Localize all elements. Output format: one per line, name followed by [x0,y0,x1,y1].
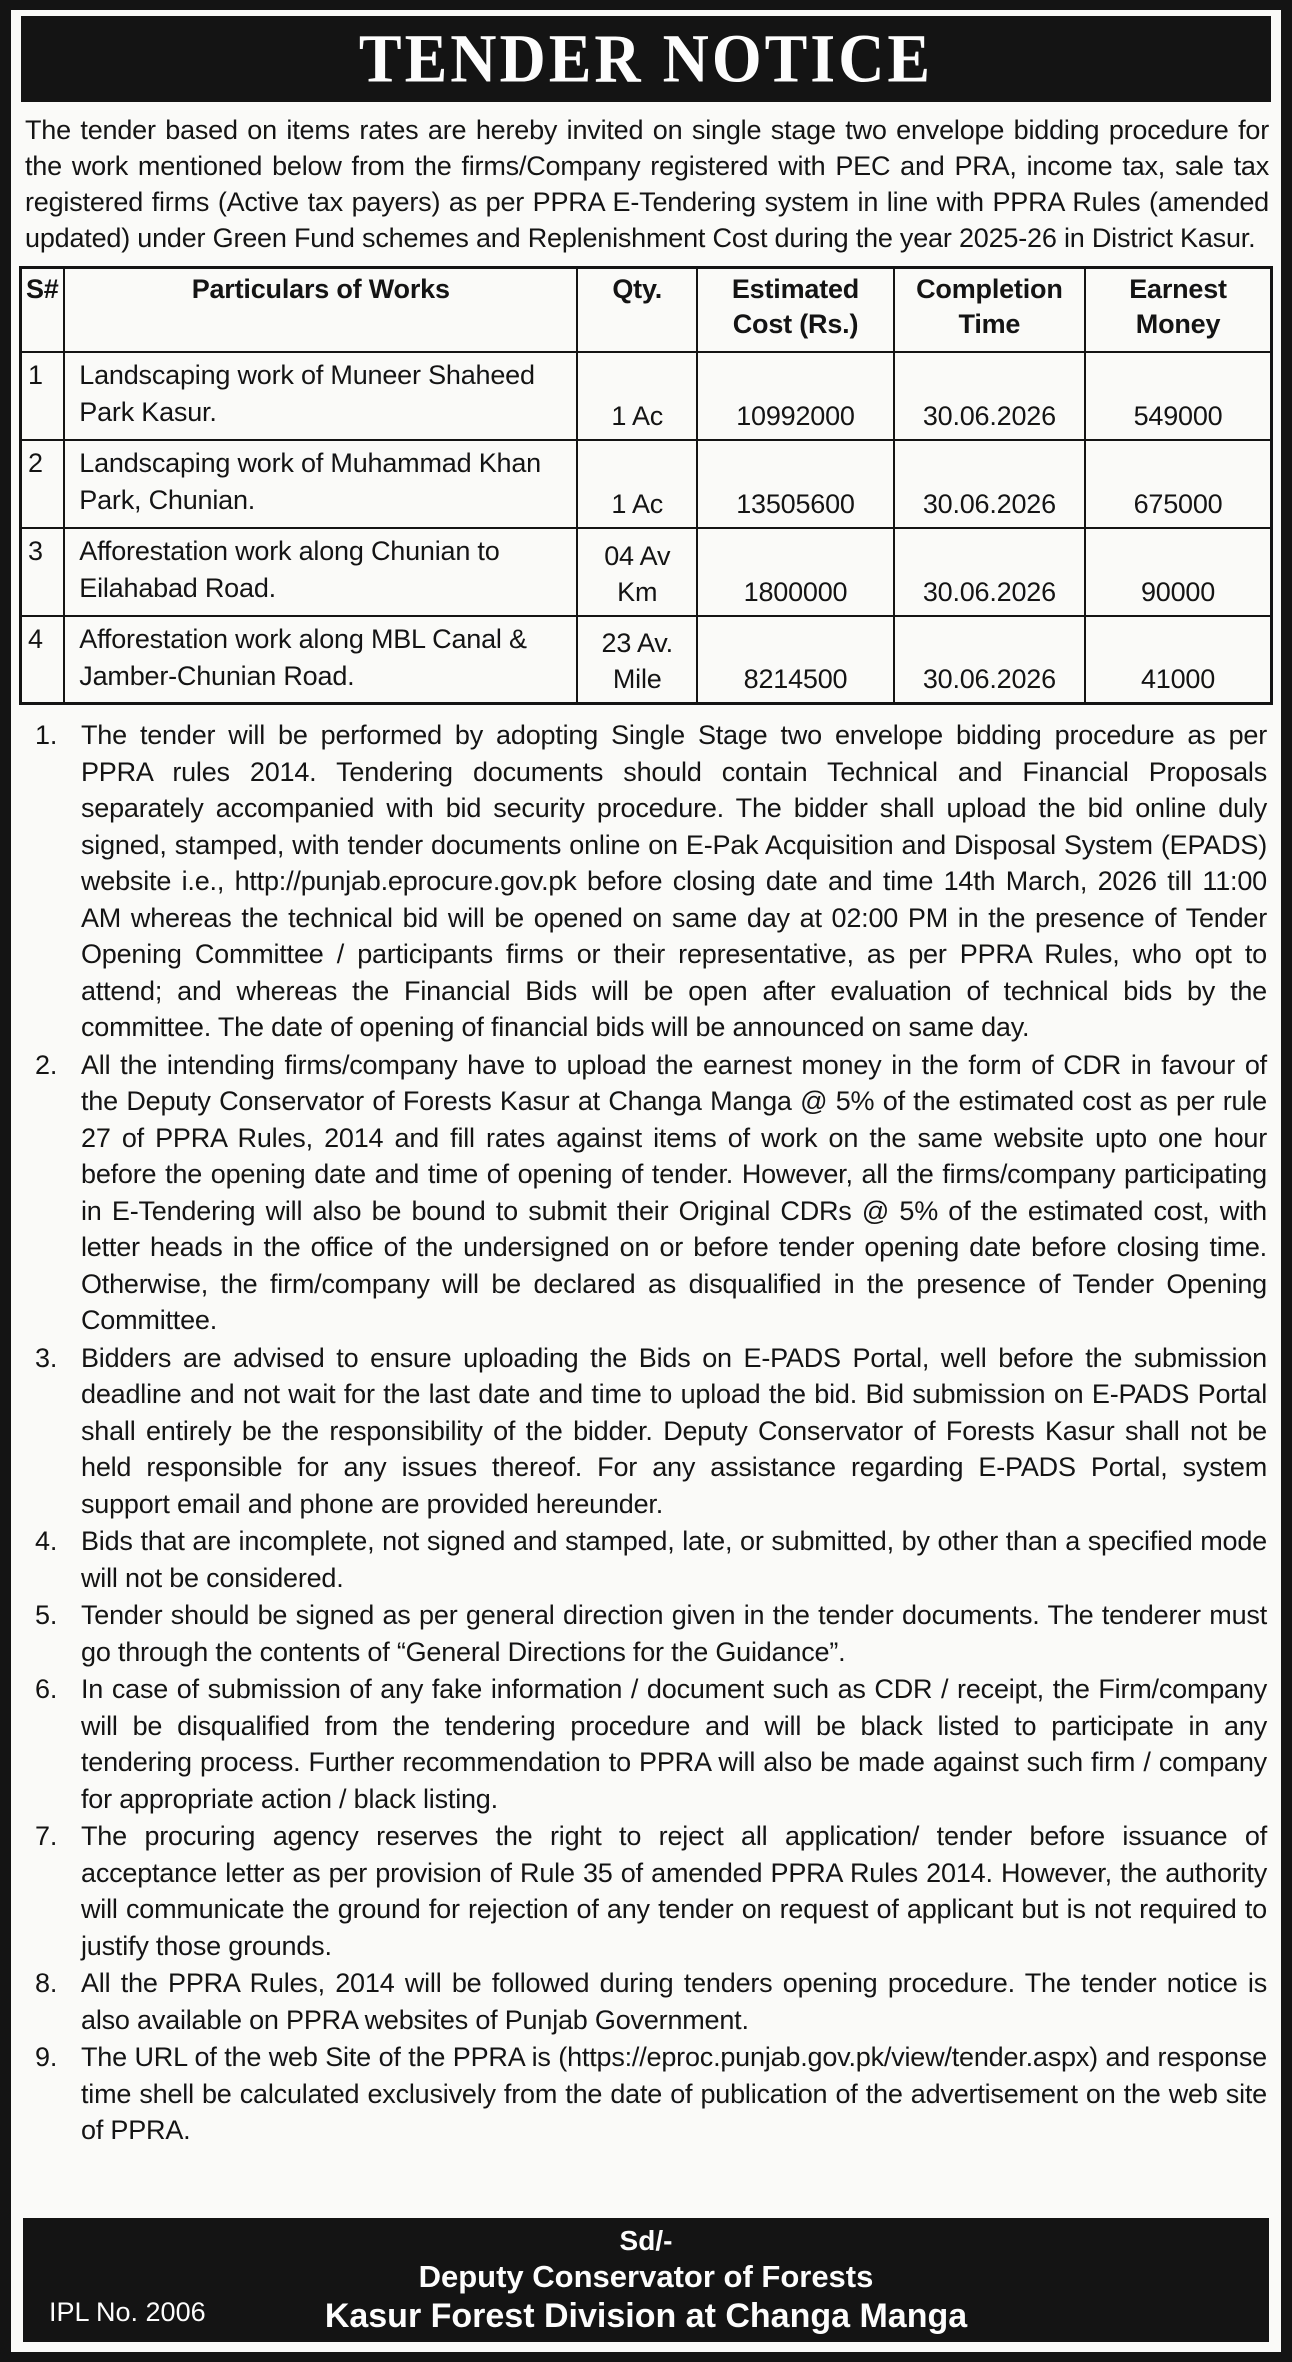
note-number: 7. [35,1821,58,1851]
note-number: 8. [35,1968,58,1998]
footer-bar [23,2218,1269,2342]
qty-cell: 1 Ac [577,440,697,528]
completion-time-cell: 30.06.2026 [894,616,1085,704]
note-number: 1. [35,720,58,750]
sno-cell: 4 [21,616,65,704]
completion-time-cell: 30.06.2026 [894,352,1085,440]
column-header: Completion Time [894,268,1085,352]
works-table-head [21,268,1272,352]
note-item [23,1523,1271,1596]
earnest-money-cell: 41000 [1085,616,1271,704]
column-header: Particulars of Works [64,268,577,352]
note-text: The URL of the web Site of the PPRA is (https://eproc.punjab.gov.pk/view/tender.aspx) and response time shell be calculated exclusively from the date of publication of the advertisement on the web site of PPRA. [81,2042,1267,2145]
earnest-money-cell: 549000 [1085,352,1271,440]
note-item [23,717,1271,1046]
sno-cell: 1 [21,352,65,440]
notice-title: TENDER NOTICE [358,20,934,97]
table-row [21,352,1272,440]
estimated-cost-cell: 10992000 [697,352,893,440]
note-text: Bids that are incomplete, not signed and stamped, late, or submitted, by other than a specified mode will not be considered. [81,1526,1267,1593]
note-text: All the intending firms/company have to upload the earnest money in the form of CDR in favour of the Deputy Conservator of Forests Kasur at Changa Manga @ 5% of the estimated cost as per rule 27 of PPRA Rules, 2014 and fill rates against items of work on the same website upto one hour before the opening date and time of opening of tender. However, all the firms/company participating in E-Tendering will also be bound to submit their Original CDRs @ 5% of the estimated cost, with letter heads in the office of the undersigned on or before tender opening date before closing time. Otherwise, the firm/company will be declared as disqualified in the presence of Tender Opening Committee. [81,1049,1267,1335]
estimated-cost-cell: 13505600 [697,440,893,528]
note-item [23,1965,1271,2038]
estimated-cost-cell: 1800000 [697,528,893,616]
qty-cell: 04 Av Km [577,528,697,616]
works-table-body [21,352,1272,704]
note-number: 2. [35,1049,58,1080]
note-item [23,2039,1271,2149]
note-text: All the PPRA Rules, 2014 will be followed during tenders opening procedure. The tender notice is also available on PPRA websites of Punjab Government. [81,1968,1267,2035]
signatory-division: Kasur Forest Division at Changa Manga [324,2297,968,2335]
column-header: S# [21,268,65,352]
intro-paragraph: The tender based on items rates are hereby invited on single stage two envelope bidding procedure for the work mentioned below from the firms/Company registered with PEC and PRA, income tax, sale tax registered firms (Active tax payers) as per PPRA E-Tendering system in line with PPRA Rules (amended updated) under Green Fund schemes and Replenishment Cost during the year 2025-26 in District Kasur. [25,115,1269,253]
table-row [21,616,1272,704]
note-item [23,1340,1271,1523]
note-text: The procuring agency reserves the right to reject all application/ tender before issuance of acceptance letter as per provision of Rule 35 of amended PPRA Rules 2014. However, the authority will communicate the ground for rejection of any tender on request of applicant but is not required to justify those grounds. [81,1821,1267,1961]
ipl-number: IPL No. 2006 [49,2297,206,2327]
note-text: In case of submission of any fake information / document such as CDR / receipt, the Firm/company will be disqualified from the tendering procedure and will be black listed to participate in any tendering process. Further recommendation to PPRA will also be made against such firm / company for appropriate action / black listing. [81,1674,1267,1814]
table-row [21,440,1272,528]
earnest-money-cell: 90000 [1085,528,1271,616]
qty-cell: 23 Av. Mile [577,616,697,704]
column-header: Qty. [577,268,697,352]
notes-list [15,705,1277,2214]
note-item [23,1597,1271,1670]
qty-cell: 1 Ac [577,352,697,440]
note-number: 5. [35,1600,58,1630]
sno-cell: 2 [21,440,65,528]
sno-cell: 3 [21,528,65,616]
note-number: 6. [35,1674,58,1704]
particulars-cell: Afforestation work along MBL Canal & Jamber-Chunian Road. [64,616,577,704]
note-text: The tender will be performed by adopting Single Stage two envelope bidding procedure as per PPRA rules 2014. Tendering documents should contain Technical and Financial Proposals separately accompanied with bid security procedure. The bidder shall upload the bid online duly signed, stamped, with tender documents online on E-Pak Acquisition and Disposal System (EPADS) website i.e., http://punjab.eprocure.gov.pk before closing date and time 14th March, 2026 till 11:00 AM whereas the technical bid will be opened on same day at 02:00 PM in the presence of Tender Opening Committee / participants firms or their representative, as per PPRA Rules, who opt to attend; and whereas the Financial Bids will be open after evaluation of technical bids by the committee. The date of opening of financial bids will be announced on same day. [81,720,1267,1042]
table-row [21,528,1272,616]
note-text: Bidders are advised to ensure uploading the Bids on E-PADS Portal, well before the submission deadline and not wait for the last date and time to upload the bid. Bid submission on E-PADS Portal shall entirely be the responsibility of the bidder. Deputy Conservator of Forests Kasur shall not be held responsible for any issues thereof. For any assistance regarding E-PADS Portal, system support email and phone are provided hereunder. [81,1342,1267,1519]
note-item [23,1047,1271,1339]
signatory-designation: Deputy Conservator of Forests [418,2259,874,2294]
note-item [23,1818,1271,1964]
note-item [23,1671,1271,1817]
particulars-cell: Afforestation work along Chunian to Eilahabad Road. [64,528,577,616]
notice-body [11,10,1281,2352]
completion-time-cell: 30.06.2026 [894,440,1085,528]
signature: Sd/- [619,2225,673,2256]
particulars-cell: Landscaping work of Muneer Shaheed Park Kasur. [64,352,577,440]
particulars-cell: Landscaping work of Muhammad Khan Park, Chunian. [64,440,577,528]
earnest-money-cell: 675000 [1085,440,1271,528]
completion-time-cell: 30.06.2026 [894,528,1085,616]
column-header: Earnest Money [1085,268,1271,352]
header-row [21,268,1272,352]
estimated-cost-cell: 8214500 [697,616,893,704]
note-text: Tender should be signed as per general direction given in the tender documents. The tenderer must go through the contents of “General Directions for the Guidance”. [81,1600,1267,1667]
works-table [19,266,1273,705]
note-number: 4. [35,1526,58,1556]
title-bar [21,16,1271,102]
note-number: 9. [35,2042,58,2072]
note-number: 3. [35,1342,58,1373]
column-header: Estimated Cost (Rs.) [697,268,893,352]
